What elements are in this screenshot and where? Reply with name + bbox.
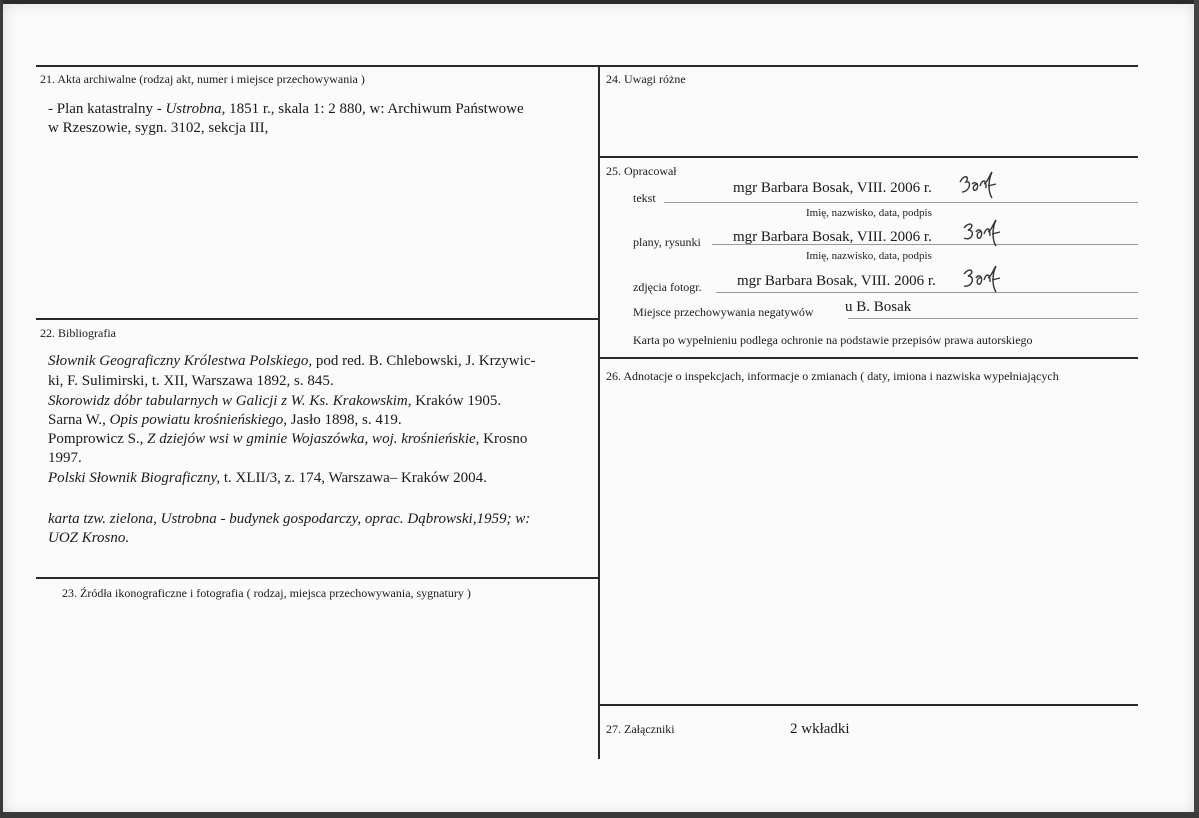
negatywy-label: Miejsce przechowywania negatywów <box>633 305 814 319</box>
section-22-header: 22. Bibliografia <box>40 326 116 340</box>
rule-26-27 <box>599 704 1138 706</box>
zdjecia-underline <box>716 292 1138 293</box>
bibliography-entry-6: karta tzw. zielona, Ustrobna - budynek gospodarczy, oprac. Dąbrowski,1959; w: <box>48 511 531 527</box>
tekst-underline <box>664 202 1138 203</box>
zdjecia-value: mgr Barbara Bosak, VIII. 2006 r. <box>737 273 936 289</box>
bibliography-entry-1: Słownik Geograficzny Królestwa Polskiego, pod red. B. Chlebowski, J. Krzywic- <box>48 353 536 369</box>
tekst-label: tekst <box>633 191 656 205</box>
caption-2: Imię, nazwisko, data, podpis <box>806 250 932 262</box>
bibliography-entry-2: Skorowidz dóbr tabularnych w Galicji z W. Ks. Krakowskim, Kraków 1905. <box>48 393 502 409</box>
section-27-header: 27. Załączniki <box>606 722 675 736</box>
bibliography-entry-4-cont: 1997. <box>48 450 82 466</box>
sheet-left-edge <box>0 0 3 818</box>
copyright-note: Karta po wypełnieniu podlega ochronie na podstawie przepisów prawa autorskiego <box>633 333 1033 347</box>
section-23-header: 23. Źródła ikonograficzne i fotografia ( rodzaj, miejsca przechowywania, sygnatury ) <box>62 586 471 600</box>
bibliography-entry-1-cont: ki, F. Sulimirski, t. XII, Warszawa 1892, s. 845. <box>48 373 334 389</box>
plany-value: mgr Barbara Bosak, VIII. 2006 r. <box>733 229 932 245</box>
rule-22-23 <box>36 577 599 579</box>
signature-2-icon <box>962 218 1002 248</box>
rule-21-22 <box>36 318 599 320</box>
negatywy-value: u B. Bosak <box>845 299 912 315</box>
rule-24-25 <box>599 156 1138 158</box>
center-divider <box>598 65 600 759</box>
sheet-bottom-edge <box>0 812 1199 818</box>
top-rule <box>36 65 1138 67</box>
section-26-header: 26. Adnotacje o inspekcjach, informacje o zmianach ( daty, imiona i nazwiska wypełniających <box>606 369 1059 383</box>
section-21-line-1: - Plan katastralny - Ustrobna, 1851 r., skala 1: 2 880, w: Archiwum Państwowe <box>48 101 524 117</box>
section-21-line-2: w Rzeszowie, sygn. 3102, sekcja III, <box>48 120 269 136</box>
tekst-value: mgr Barbara Bosak, VIII. 2006 r. <box>733 180 932 196</box>
plany-label: plany, rysunki <box>633 235 701 249</box>
section-24-header: 24. Uwagi różne <box>606 72 686 86</box>
caption-1: Imię, nazwisko, data, podpis <box>806 207 932 219</box>
sheet-right-edge <box>1194 0 1199 818</box>
zdjecia-label: zdjęcia fotogr. <box>633 280 702 294</box>
section-27-value: 2 wkładki <box>790 721 850 737</box>
bibliography-entry-5: Polski Słownik Biograficzny, t. XLII/3, z. 174, Warszawa– Kraków 2004. <box>48 470 487 486</box>
section-21-header: 21. Akta archiwalne (rodzaj akt, numer i miejsce przechowywania ) <box>40 72 365 86</box>
negatywy-underline <box>848 318 1138 319</box>
rule-25-26 <box>599 357 1138 359</box>
signature-1-icon <box>958 170 998 200</box>
section-25-header: 25. Opracował <box>606 164 677 178</box>
bibliography-entry-4: Pomprowicz S., Z dziejów wsi w gminie Wojaszówka, woj. krośnieńskie, Krosno <box>48 431 528 447</box>
bibliography-entry-6-cont: UOZ Krosno. <box>48 530 130 546</box>
signature-3-icon <box>962 264 1002 294</box>
bibliography-entry-3: Sarna W., Opis powiatu krośnieńskiego, Jasło 1898, s. 419. <box>48 412 402 428</box>
sheet-top-edge <box>0 0 1199 4</box>
